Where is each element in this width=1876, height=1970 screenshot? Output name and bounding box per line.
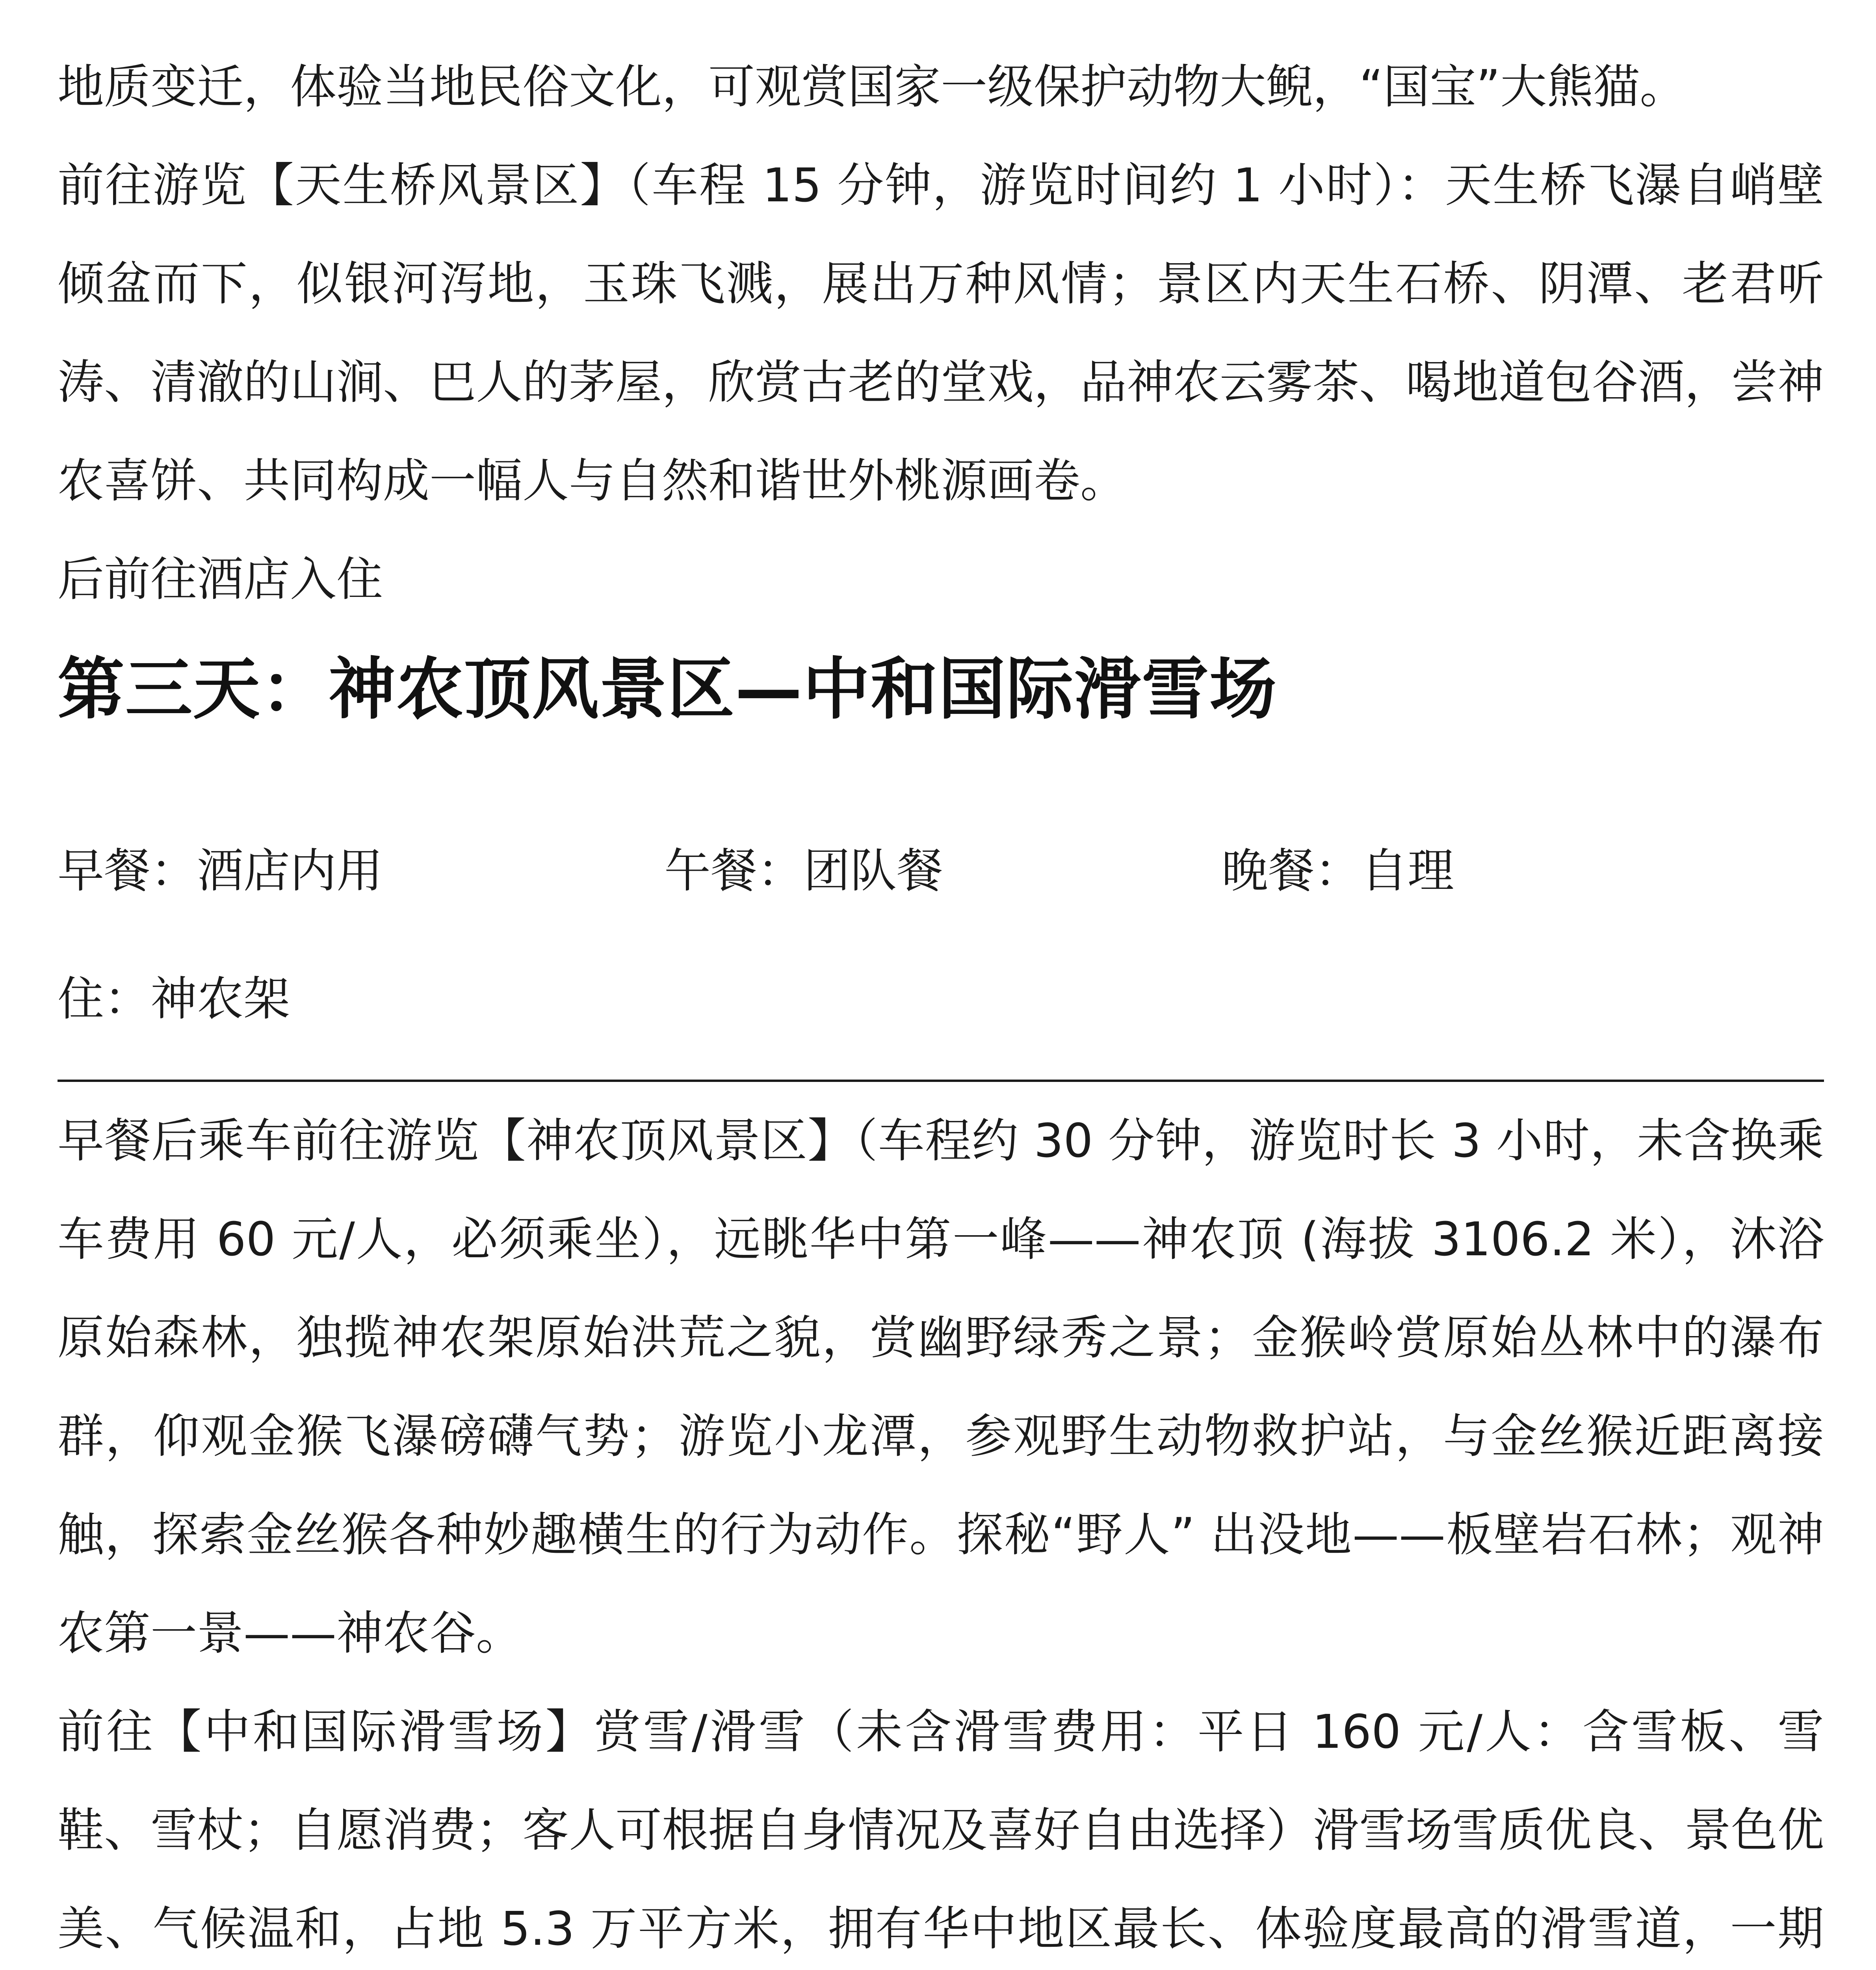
day3-itinerary: [58, 1091, 1824, 1970]
day2-continuation: [58, 37, 1824, 628]
lunch-info: 午餐：团队餐: [664, 844, 944, 898]
hotel-checkin-note: 后前往酒店入住: [58, 552, 383, 606]
shennongding-paragraph: 早餐后乘车前往游览【神农顶风景区】（车程约 30 分钟，游览时长 3 小时，未含换乘车费用 60 元/人，必须乘坐），远眺华中第一峰——神农顶 (海拔 3106.2 米），沐浴原始森林，独揽神农架原始洪荒之貌，赏幽野绿秀之景；金猴岭赏原始丛林中的瀑布群，仰观金猴飞瀑磅礴气势；游览小龙潭，参观野生动物救护站，与金丝猴近距离接触，探索金丝猴各种妙趣横生的行为动作。探秘“野人” 出没地——板壁岩石林；观神农第一景——神农谷。: [58, 1113, 1824, 1660]
accommodation-info: 住：神农架: [58, 972, 290, 1026]
breakfast-info: 早餐：酒店内用: [58, 844, 383, 898]
day3-title: 第三天：神农顶风景区—中和国际滑雪场: [58, 650, 1278, 729]
tianshengqiao-paragraph: 前往游览【天生桥风景区】（车程 15 分钟，游览时间约 1 小时）：天生桥飞瀑自峭壁倾盆而下，似银河泻地，玉珠飞溅，展出万种风情；景区内天生石桥、阴潭、老君听涛、清澈的山涧、巴人的茅屋，欣赏古老的堂戏，品神农云雾茶、喝地道包谷酒，尝神农喜饼、共同构成一幅人与自然和谐世外桃源画卷。: [58, 158, 1824, 508]
intro-line: 地质变迁，体验当地民俗文化，可观赏国家一级保护动物大鲵，“国宝”大熊猫。: [58, 59, 1687, 114]
ski-resort-paragraph: 前往【中和国际滑雪场】赏雪/滑雪（未含滑雪费用：平日 160 元/人：含雪板、雪鞋、雪杖；自愿消费；客人可根据自身情况及喜好自由选择）滑雪场雪质优良、景色优美、气候温和，占地 5.3 万平方米，拥有华中地区最长、体验度最高的滑雪道，一期: [58, 1704, 1824, 1956]
meal-info-row: [58, 821, 1791, 920]
dinner-info: 晚餐：自理: [1222, 844, 1454, 898]
section-divider: [58, 1080, 1824, 1082]
